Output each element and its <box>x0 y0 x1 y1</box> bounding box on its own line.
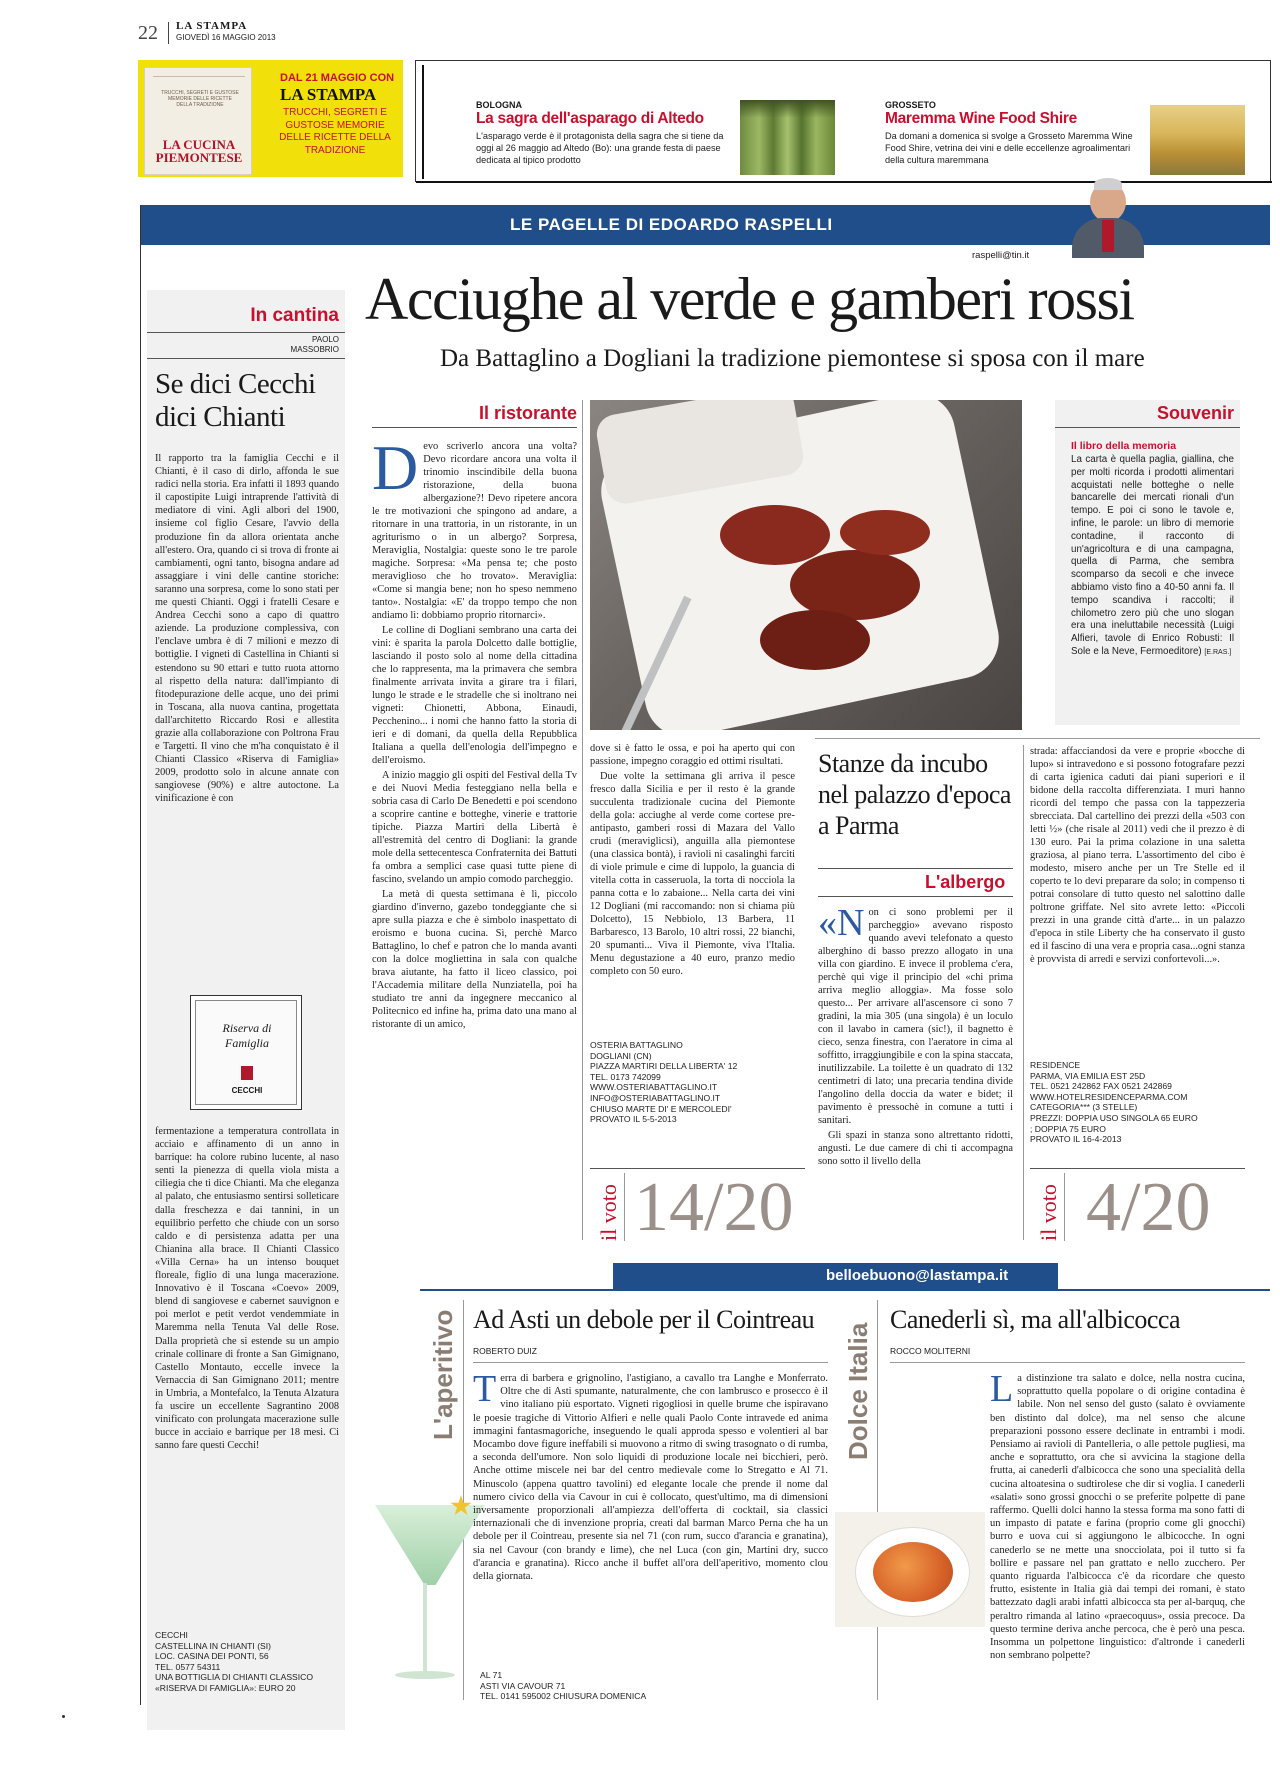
info-line: PROVATO IL 16-4-2013 <box>1030 1134 1122 1145</box>
info-line: PIAZZA MARTIRI DELLA LIBERTA' 12 <box>590 1061 738 1072</box>
promo-text: TRUCCHI, SEGRETI E GUSTOSE MEMORIE DELLE RICETTE DELLA TRADIZIONE <box>279 107 391 156</box>
banner-title: LE PAGELLE DI EDOARDO RASPELLI <box>510 215 833 234</box>
aperitivo-label: L'aperitivo <box>428 1309 458 1440</box>
info-line: CECCHI <box>155 1630 188 1640</box>
paragraph: Il rapporto tra la famiglia Cecchi e il Chianti, è il caso di dirlo, affonda le sue radici nella storia. Era infatti il 1893 quando il capostipite Luigi intraprende l'attività di mediatore di vini. Agli albori del 1900, insieme col figlio Cesare, l'avvio della produzione fin da allora orientata anche all'estero. Ora, quando ci si trova di fronte ai cambiamenti, ogni tanto, bisogna andare ad assaggiare i vini delle cantine storiche: saranno una sorpresa, come lo sono stati per me questi Chianti. Oggi i fratelli Cesare e Andrea Cecchi sono a capo di quattro aziende. La produzione complessiva, con l'enclave umbra è di 7 milioni e mezzo di bottiglie. I vigneti di Castellina in Chianti si estendono su 90 ettari e tutto ruota attorno al rispetto della natura: dall'impianto di fitodepurazione delle acque, uno dei primi in Toscana, alla nuova cantina, progettata dall'architetto Riccardo Rosi e allestita grazie alla collaborazione con Poltrona Frau e Targetti. Il vino che m'ha conquistato è il Chianti Classico «Riserva di Famiglia» 2009, prodotto solo in alcune annate con sangiovese (90%) e altre autoctone. La vinificazione è con <box>155 453 339 805</box>
belloebuono-bar[interactable] <box>613 1263 1058 1289</box>
book-cover-text: TRUCCHI, SEGRETI E GUSTOSE MEMORIE DELLE RICETTE DELLA TRADIZIONE <box>161 90 239 108</box>
info-line: DOGLIANI (CN) <box>590 1050 652 1061</box>
info-line: TEL. 0577 54311 <box>155 1661 221 1672</box>
info-line: TEL. 0521 242862 FAX 0521 242869 <box>1030 1081 1172 1092</box>
dolce-label: Dolce Italia <box>843 1322 873 1460</box>
info-line: CATEGORIA*** (3 STELLE) <box>1030 1102 1138 1113</box>
paragraph: A inizio maggio gli ospiti del Festival della Tv e dei Nuovi Media festeggiano nella bella e sobria casa di Carlo De Benedetti e poi scendono a scoprire cantine e botteghe, vinerie e trattorie tipiche. Piazza Martiri della Libertà è all'estremità del centro di Dogliani: la grande mole della settecentesca Confraternita dei Battuti fa ombra a semplici case quasi tutte piene di fascino, svelando un ampio comodo parcheggio. <box>372 770 577 885</box>
info-line: OSTERIA BATTAGLINO <box>590 1040 683 1050</box>
paragraph: fermentazione a temperatura controllata in acciaio e affinamento di un anno in barrique: ha colore rubino lucente, al naso senti la pienezza di quella viola mista a ciliegia che ti dice Chianti. Ma che eleganza al palato, che entusiasmo sentirsi solleticare dalla freschezza e dai tannini, in un equilibrio perfetto che chiude con un sorso caldo e di persistenza adatta per una Chianina alla brace. Il Chianti Classico «Villa Cerna» ha un intenso bouquet floreale, figlio di una lunga macerazione. Innovativo è il Toscana «Coevo» 2009, blend di sangiovese e cabernet sauvignon e poi merlot e petit verdot vendemmiate in Maremma nella Tenuta Val delle Rose. Dalla proprietà che si estende su un ampio crinale collinare di fronte a San Gimignano, Castello Montauto, eccelle invece la Vernaccia di San Gimignano 2011; mentre in Umbria, a Montefalco, la Tenuta Alzatura fa uscire un eccellente Sagrantino 2008 vinificato con prolungata macerazione sulle bucce in acciaio e barrique per 18 mesi. Ci sanno fare questi Cecchi! <box>155 1126 339 1452</box>
news-text: Da domani a domenica si svolge a Grosseto Maremma Wine Food Shire, vetrina dei vini e delle eccellenze agroalimentari della cultura maremmana <box>885 131 1133 165</box>
paragraph: Le colline di Dogliani sembrano una carta dei vini: è sparita la parola Dolcetto dalle bottiglie, lasciando il posto solo al nome della cittadina che lo rappresenta, ma la primavera che sembra finalmente arrivata invita a girare tra i filari, lungo le strade e le stradelle che si inoltrano nei vigneti: Chionetti, Abbona, Einaudi, Pecchenino... i nomi che hanno fatto la storia di ieri e di domani, da quella della Repubblica Italiana a quella dell'enologia dell'impegno e dell'eroismo. <box>372 625 577 766</box>
dolce-body <box>890 1368 1245 1762</box>
anchovies-photo <box>590 400 1022 730</box>
promo-date: DAL 21 MAGGIO CON <box>280 72 395 84</box>
article-body-cont <box>155 1125 339 1452</box>
info-box <box>1030 1060 1245 1145</box>
info-line: CHIUSO MARTE DI' E MERCOLEDI' <box>590 1103 732 1114</box>
info-line: ASTI VIA CAVOUR 71 <box>480 1680 566 1691</box>
section-label: Souvenir <box>1156 403 1234 423</box>
main-subhead: Da Battaglino a Dogliani la tradizione piemontese si sposa con il mare <box>440 345 1145 372</box>
info-line: TEL. 0173 742099 <box>590 1071 661 1082</box>
photo-spacer <box>890 1512 990 1762</box>
info-line: TEL. 0141 595002 CHIUSURA DOMENICA <box>480 1691 647 1702</box>
section-label: In cantina <box>250 305 339 326</box>
section-email[interactable]: belloebuono@lastampa.it <box>826 1267 1009 1284</box>
info-line: RESIDENCE <box>1030 1060 1081 1070</box>
landscape-photo <box>1150 105 1245 175</box>
author-byline: PAOLO MASSOBRIO <box>290 335 339 354</box>
author-byline: ROBERTO DUIZ <box>473 1346 537 1356</box>
albergo-body-cont <box>1030 745 1245 968</box>
info-line: AL 71 <box>480 1670 503 1680</box>
news-item-grosseto[interactable] <box>885 100 1150 166</box>
book-cover <box>144 67 252 175</box>
rating-box <box>1030 1168 1245 1245</box>
ristorante-section <box>372 400 577 1240</box>
rating-value: 4/20 <box>1086 1169 1211 1246</box>
page-number: 22 <box>138 22 158 44</box>
article-body-cont <box>590 742 795 980</box>
article-title: Se dici Cecchi dici Chianti <box>155 368 316 433</box>
aperitivo-body <box>473 1368 828 1585</box>
info-line: PARMA, VIA EMILIA EST 25D <box>1030 1070 1146 1081</box>
paper-name: LA STAMPA <box>176 20 248 32</box>
info-line: WWW.HOTELRESIDENCEPARMA.COM <box>1030 1091 1188 1102</box>
paragraph: Due volte la settimana gli arriva il pesce fresco dalla Sicilia e per il resto è la grande succulenta tradizionale cucina del Piemonte della gola: acciughe al verde come cortese pre-antipasto, gamberi rossi di Mazara del Vallo crudi (meraviglicsi), anguilla alla piemontese (una classica bontà), i ravioli ni casalinghi farciti di viole primule e cime di luppolo, la guancia di vitella cotta in casseruola, la torta di nocciola la panna cotta e lo zabaione... Nella carta dei vini 12 Dogliani (mi raccomando: non si chiama più Dolcetto), 15 Nebbiolo, 13 Barbera, 11 Barbaresco, 13 Barolo, 10 altri rossi, 22 bianchi, 20 spumanti... Viva il Piemonte, viva l'Italia. Menu degustazione a 40 euro, pranzo medio completo con 50 euro. <box>590 771 795 977</box>
rating-label: il voto <box>596 1184 621 1241</box>
paragraph: Terra di barbera e grignolino, l'astigiano, a cavallo tra Langhe e Monferrato. Oltre che di Asti spumante, naturalmente, che con lambrusco e prosecco è il vino italiano più esportato. Vigneti rigogliosi in quelle brume che ispiravano le poesie tragiche di Vittorio Alfieri e nelle quali Paolo Conte intravede ed anima immagini fantasmagoriche, inseguendo le quali approda spesso e volentieri al bar Mocambo dove figure ineffabili si muovono a ritmo di swing trasognato o di rumba, a seconda dell'umore. Non solo liquidi di produzione locale nei bicchieri, però. Anche ottime miscele nei bar del centro medievale come lo Stregatto e Al 71. Minuscolo (appena quattro tavolini) ed elegante locale che prende il nome dal numero civico della via Cavour in cui è collocato, quest'ultimo, ma di dimensioni inversamente proporzionali all'ampiezza dell'offerta di cocktail, sia classici internazionali che di invenzione propria, creati dal barman Marco Perna che ha un debole per il Cointreau, presente sia nel 71 (con rum, succo d'arancia e granatina), sia nel Cavour (con brandy e lime), che nel Luca (con gin, Martini dry, succo d'arancia e granatina). Ricco anche il buffet all'ora dell'aperitivo, momento clou della giornata. <box>473 1368 828 1583</box>
news-title: La sagra dell'asparago di Altedo <box>476 110 704 127</box>
news-title: Maremma Wine Food Shire <box>885 110 1077 127</box>
paragraph: La carta è quella paglia, giallina, che per molti ricorda i prodotti alimentari acquistati nelle botteghe o nelle bancarelle dei mercati rionali d'un tempo. E poi ci sono le tavole e, infine, le parole: un libro di memorie contadine, il racconto di un'agricoltura e di una campagna, quella di Parma, che sembra scomparso da secoli e che invece abbiamo visto fino a 40-50 anni fa. Il tempo scandiva i raccolti; il chilometro zero più che uno slogan era una ineluttabile necessità (Luigi Alfieri, tavole di Enrico Robusti: Il Sole e la Neve, Fermoeditore) <box>1071 454 1234 657</box>
info-line: WWW.OSTERIABATTAGLINO.IT <box>590 1082 718 1093</box>
paragraph: Gli spazi in stanza sono altrettanto ridotti, angusti. Le due camere di chi ti accompagna sono sotto il livello della <box>818 1130 1013 1167</box>
label-brand: CECCHI <box>231 1086 263 1095</box>
souvenir-section <box>1055 400 1240 725</box>
article-body <box>372 440 577 1230</box>
section-label: L'albergo <box>925 872 1006 892</box>
paragraph: dove si è fatto le ossa, e poi ha aperto qui con passione, impegno coraggio ed ottimi risultati. <box>590 743 795 767</box>
main-headline: Acciughe al verde e gamberi rossi <box>365 266 1134 332</box>
article-body <box>155 452 339 806</box>
author-byline: ROCCO MOLITERNI <box>890 1346 971 1356</box>
info-line: UNA BOTTIGLIA DI CHIANTI CLASSICO «RISERVA DI FAMIGLIA»: EURO 20 <box>155 1672 314 1693</box>
news-item-bologna[interactable] <box>476 100 736 166</box>
label-text: Riserva di Famiglia <box>222 1021 272 1050</box>
paragraph: La distinzione tra salato e dolce, nella nostra cucina, soprattutto quella popolare o di origine contadina è labile. Non nel senso del gusto (salato è ovviamente ben distinto dal dolce), ma nel senso che alcune preparazioni possono essere declinate in entrambi i modi. Pensiamo ai ravioli di Pantelleria, o alle pettole pugliesi, ma anche e soprattutto, ora che si avvicina la stagione della frutta, ai canederli d'albicocca che sono una specialità della cucina altoatesina o sudtirolese che dir si voglia. I canederli «salati» sono grossi gnocchi o se preferite polpette di pane raffermo. Quelli dolci hanno la stessa forma ma sono fatti di un impasto di patate e farina (proprio come gli gnocchi) burro e uova cui si aggiungono le albicocche. In ogni canederlo se ne mette una snocciolata, poi il tutto si fa bollire e passare nel pan grattato e nello zucchero. Per quanto riguarda l'albicocca c'è da ricordare che questo frutto, esistente in Italia già dai tempi dei romani, è stato battezzato dagli arabi infatti albicocca sta per al-barquq, che peraltro rimanda al latino «praecoquus», ossia precoce. Da questo termine deriva anche percoca, che è però una pesca. Insomma un polpettone linguistico: d'altronde i canederli non sembrano polpette? <box>990 1368 1245 1662</box>
author-portrait <box>1068 178 1148 258</box>
promo-paper: LA STAMPA <box>280 85 377 104</box>
news-text: L'asparago verde è il protagonista della sagra che si tiene da oggi al 26 maggio ad Altedo (Bo): una grande festa di paese dedicata al tipico prodotto <box>476 131 724 165</box>
albergo-body <box>818 902 1013 1170</box>
news-place: GROSSETO <box>885 100 936 110</box>
news-place: BOLOGNA <box>476 100 522 110</box>
author-email[interactable]: raspelli@tin.it <box>972 250 1030 261</box>
paragraph: Devo scriverlo ancora una volta? Devo ricordare ancora una volta il trinomio inscindibile della buona ristorazione, della buona albergazione?! Devo ripetere ancora le tre motivazioni che spingono ad andare, a ritornare in una trattoria, in un ristorante, in un agriturismo o in un albergo? Sorpresa, Meraviglia, Nostalgia: queste sono le tre parole magiche. Sorpresa: «Ma pensa te; che posto meraviglioso che ho trovato». Meraviglia: «Come si mangia bene; non ho speso nemmeno tanto». Nostalgia: «E' da troppo tempo che non andiamo lì: dobbiamo proprio ritornarci». <box>372 440 577 621</box>
wine-label <box>190 995 302 1110</box>
promo-box[interactable] <box>138 60 403 177</box>
rating-label: il voto <box>1036 1184 1061 1241</box>
albergo-title: Stanze da incubo nel palazzo d'epoca a Parma <box>818 749 1011 840</box>
info-line: CASTELLINA IN CHIANTI (SI) <box>155 1640 272 1651</box>
cantina-section <box>147 290 345 1730</box>
info-line: PROVATO IL 5-5-2013 <box>590 1114 677 1125</box>
asparagus-photo <box>740 100 835 175</box>
paragraph: «Non ci sono problemi per il parcheggio» avevano risposto quando avevi telefonato a questo alberghino di basso prezzo allogato in una villa con giardino. E invece il problema c'era, perchè qui vige il principio del «chi prima arriva meglio alloggia». Ma fosse solo questo... Per arrivare all'ascensore ci sono 7 gradini, la mia 305 (una singola) è un loculo con il lavabo in camera (sic!), il bagnetto è cieco, senza finestra, con l'aeratore in cima al soffitto, irraggiungibile e con la spina staccata, inutilizzabile. La toilette è un quadrato di 132 centimetri di lato; una precaria tendina divide l'angolino della doccia da water e bidet; il pavimento è pressochè in comune a tutti i sanitari. <box>818 902 1013 1126</box>
info-line: INFO@OSTERIABATTAGLINO.IT <box>590 1092 721 1103</box>
info-box <box>155 1630 339 1694</box>
paragraph: La metà di questa settimana è lì, piccolo giardino d'inverno, gazebo tondeggiante che si apre sulla piazza e che è simbolo inaspettato di eroismo e buona cucina. Sì, perchè Marco Battaglino, lo chef e patron che lo manda avanti con la dolce mogliettina in sala con qualche brava aiutante, ha fatto il liceo classico, poi l'Accademia militare della Nunziatella, poi ha studiato tre anni da ingegnere meccanico al Politecnico ed infine ha, prima dato una mano al ristorante di un amico, <box>372 889 577 1030</box>
info-box <box>480 1670 780 1702</box>
info-line: LOC. CASINA DEI PONTI, 56 <box>155 1651 269 1662</box>
rating-value: 14/20 <box>634 1169 794 1246</box>
aperitivo-title: Ad Asti un debole per il Cointreau <box>473 1305 815 1334</box>
box-title: Il libro della memoria <box>1071 440 1177 452</box>
box-text <box>1071 454 1234 660</box>
page-date: GIOVEDÌ 16 MAGGIO 2013 <box>176 33 276 42</box>
book-title: LA CUCINA PIEMONTESE <box>155 137 243 165</box>
info-line: PREZZI: DOPPIA USO SINGOLA 65 EURO <box>1030 1112 1198 1123</box>
page-header <box>120 20 380 50</box>
dolce-title: Canederli sì, ma all'albicocca <box>890 1305 1180 1334</box>
rating-box <box>590 1168 805 1245</box>
info-box <box>590 1040 795 1125</box>
signature: [E.RAS.] <box>1204 648 1232 656</box>
section-label: Il ristorante <box>478 403 577 423</box>
paragraph: strada: affacciandosi da vere e proprie «bocche di lupo» si intravedono e si possono fotografare pezzi di carta igienica caduti dai piani superiori e il bidone della raccolta differenziata. I muri hanno ricordi del tempo che passa con la tappezzeria sbrecciata. Dal cartellino dei prezzi della «503 con letti ½» (che risale al 2011) vedi che il prezzo è di 130 euro. Pai la prima colazione in una saletta graziosa, al piano terra. L'assortimento del cibo è modesto, misero anche per un Tre Stelle ed il coperto te lo devi preparare da solo; in compenso ti potrai consolare di tutto questo nel salottino dalle poltrone griffate. Nel sito avrete letto: «Piccoli prezzi in una grande città d'arte... in un palazzo d'epoca in stile Liberty che ha conservato il gusto ed il fascino di una vera e propria casa...ogni stanza è provvista di arredi e servizi confortevoli...». <box>1030 746 1245 965</box>
info-line: ; DOPPIA 75 EURO <box>1030 1123 1106 1134</box>
